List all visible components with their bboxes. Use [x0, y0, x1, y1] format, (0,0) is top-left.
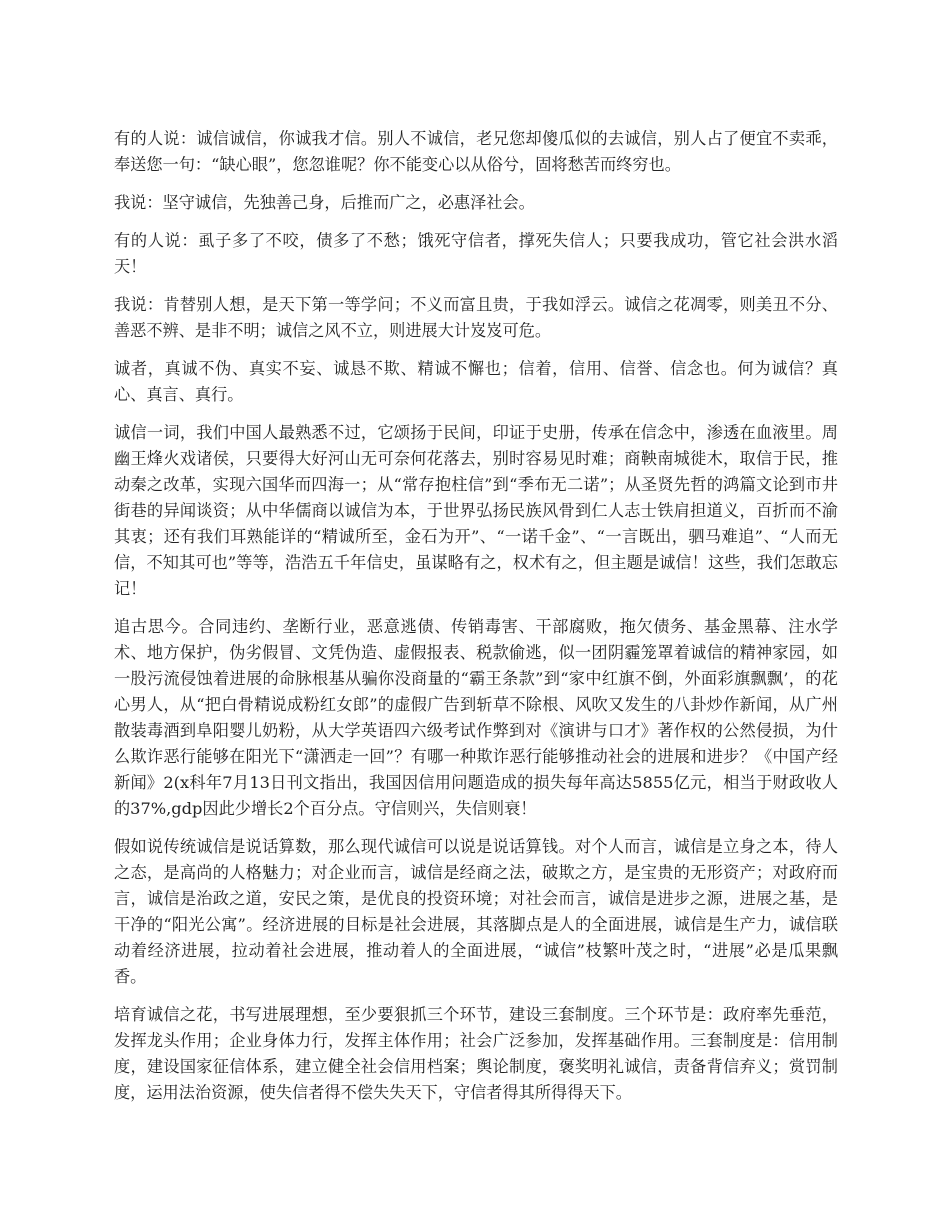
- document-body: [114, 126, 838, 1118]
- paragraph-7: 追古思今。合同违约、垄断行业，恶意逃债、传销毒害、干部腐败，拖欠债务、基金黑幕、注水学术、地方保护，伪劣假冒、文凭伪造、虚假报表、税款偷逃，似一团阴霾笼罩着诚信的精神家园，如一股污流侵蚀着进展的命脉根基从骗你没商量的“霸王条款”到“家中红旗不倒，外面彩旗飘飘’，的花心男人，从“把白骨精说成粉红女郎”的虚假广告到斩草不除根、风吹又发生的八卦炒作新闻，从广州散装毒酒到阜阳婴儿奶粉，从大学英语四六级考试作弊到对《演讲与口才》著作权的公然侵损，为什么欺诈恶行能够在阳光下“潇洒走一回”？有哪一种欺诈恶行能够推动社会的进展和进步？《中国产经新闻》2(x科年7月13日刊文指出，我国因信用问题造成的损失每年高达5855亿元，相当于财政收人的37%,gdp因此少增长2个百分点。守信则兴，失信则衰！: [114, 617, 838, 818]
- paragraph-3: 有的人说：虱子多了不咬，债多了不愁；饿死守信者，撑死失信人；只要我成功，管它社会洪水滔天！: [114, 231, 838, 276]
- paragraph-9: 培育诚信之花，书写进展理想，至少要狠抓三个环节，建设三套制度。三个环节是：政府率先垂范，发挥龙头作用；企业身体力行，发挥主体作用；社会广泛参加，发挥基础作用。三套制度是：信用制度，建设国家征信体系，建立健全社会信用档案；舆论制度，褒奖明礼诚信，责备背信弃义；赏罚制度，运用法治资源，使失信者得不偿失失天下，守信者得其所得得天下。: [114, 1005, 838, 1102]
- paragraph-5: 诚者，真诚不伪、真实不妄、诚恳不欺、精诚不懈也；信着，信用、信誉、信念也。何为诚信？真心、真言、真行。: [114, 359, 838, 404]
- paragraph-8: 假如说传统诚信是说话算数，那么现代诚信可以说是说话算钱。对个人而言，诚信是立身之本，待人之态，是高尚的人格魅力；对企业而言，诚信是经商之法，破欺之方，是宝贵的无形资产；对政府而言，诚信是治政之道，安民之策，是优良的投资环境；对社会而言，诚信是进步之源，进展之基，是干净的“阳光公寓”。经济进展的目标是社会进展，其落脚点是人的全面进展，诚信是生产力，诚信联动着经济进展，拉动着社会进展，推动着人的全面进展，“诚信”枝繁叶茂之时，“进展”必是瓜果飘香。: [114, 837, 838, 986]
- paragraph-1: 有的人说：诚信诚信，你诚我才信。别人不诚信，老兄您却傻瓜似的去诚信，别人占了便宜不卖乖，奉送您一句：“缺心眼”，您忽谁呢？你不能变心以从俗兮，固将愁苦而终穷也。: [114, 129, 838, 174]
- paragraph-2: 我说：坚守诚信，先独善己身，后推而广之，必惠泽社会。: [114, 193, 535, 212]
- paragraph-4: 我说：肯替别人想，是天下第一等学问；不义而富且贵，于我如浮云。诚信之花凋零，则美丑不分、善恶不辨、是非不明；诚信之风不立，则进展大计岌岌可危。: [114, 295, 838, 340]
- paragraph-6: 诚信一词，我们中国人最熟悉不过，它颂扬于民间，印证于史册，传承在信念中，渗透在血液里。周幽王烽火戏诸侯，只要得大好河山无可奈何花落去，别时容易见时难；商鞅南城徙木，取信于民，推动秦之改革，实现六国华而四海一；从“常存抱柱信”到“季布无二诺”；从圣贤先哲的鸿篇文论到市井街巷的异闻谈资；从中华儒商以诚信为本，于世界弘扬民族风骨到仁人志士铁肩担道义，百折而不渝其衷；还有我们耳熟能详的“精诚所至，金石为开”、“一诺千金”、“一言既出，驷马难追”、“人而无信，不知其可也”等等，浩浩五千年信史，虽谋略有之，权术有之，但主题是诚信！这些，我们怎敢忘记！: [114, 423, 838, 598]
